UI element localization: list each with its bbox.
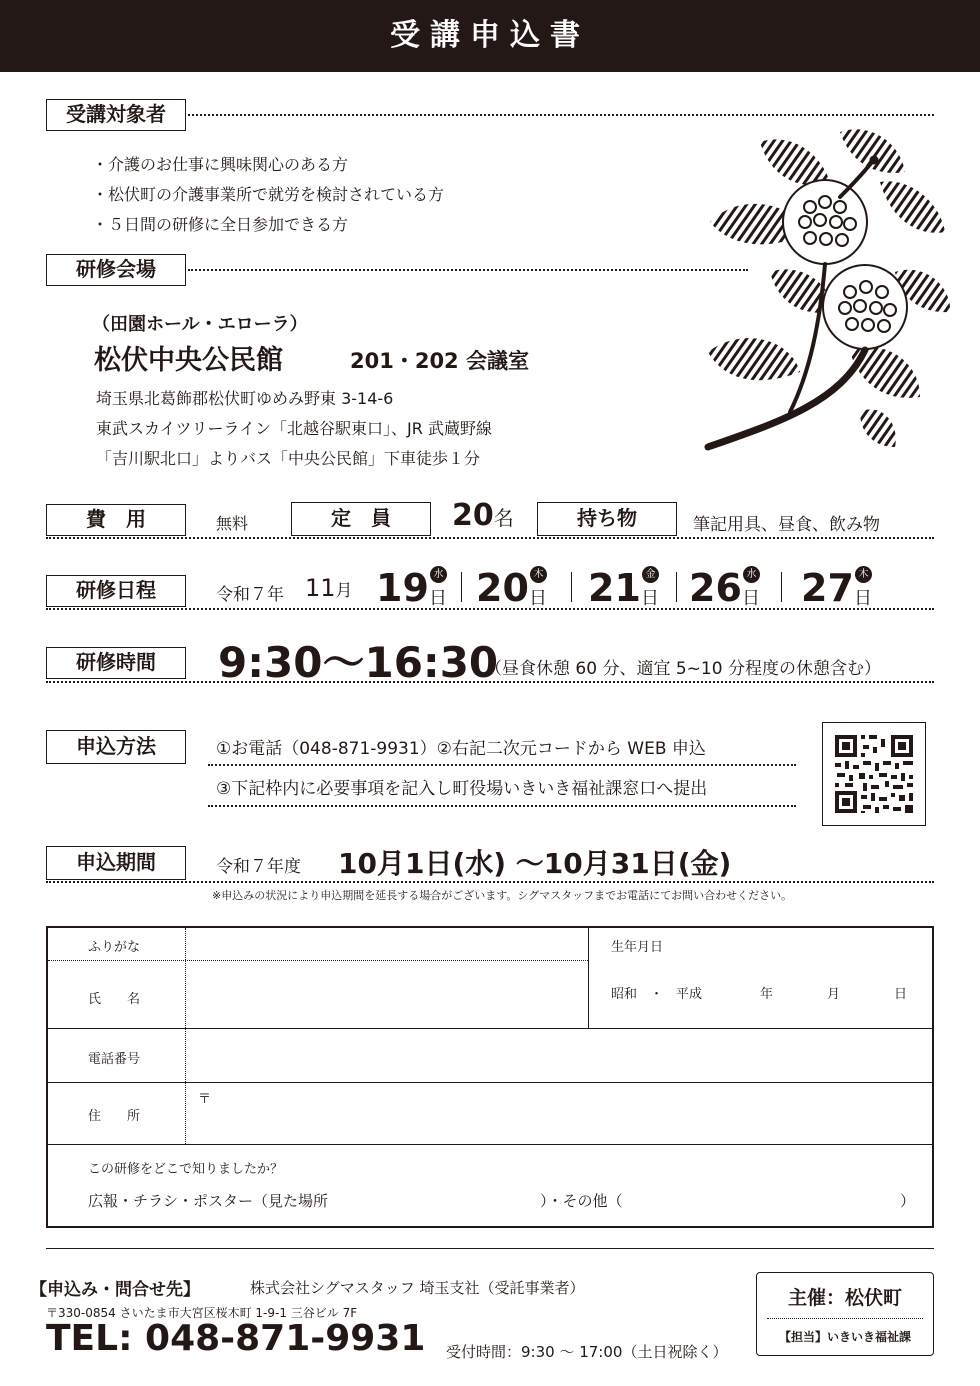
period-label: 申込期間 (46, 846, 186, 880)
postal-mark: 〒 (198, 1092, 212, 1107)
day-number: 19 (376, 566, 429, 610)
period-note: ※申込みの状況により申込期間を延長する場合がございます。シグマスタッフまでお電話にてお問い合わせください。 (212, 889, 793, 902)
target-list (92, 150, 444, 240)
day-unit: 日 (429, 588, 447, 609)
day-separator (571, 572, 572, 602)
month-number: 11 (305, 574, 336, 602)
time-label: 研修時間 (46, 647, 186, 679)
month-unit: 月 (335, 581, 353, 601)
form-row-divider (48, 1082, 933, 1083)
address-input[interactable] (190, 1086, 930, 1140)
phone-label: 電話番号 (88, 1052, 141, 1067)
flower-illustration (700, 122, 960, 462)
method-label: 申込方法 (46, 730, 186, 764)
day-number: 26 (689, 566, 742, 610)
fee-value: 無料 (216, 514, 249, 533)
contact-company: 株式会社シグマスタッフ 埼玉支社（受託事業者） (250, 1279, 585, 1297)
target-label: 受講対象者 (46, 99, 186, 131)
birth-column-divider (588, 928, 589, 1028)
target-item: ・５日間の研修に全日参加できる方 (92, 215, 349, 234)
fee-divider (46, 537, 934, 539)
phone-input[interactable] (190, 1032, 930, 1078)
organizer-divider (767, 1318, 923, 1319)
method-line: ①お電話（048-871-9931）②右記二次元コードから WEB 申込 (216, 739, 706, 759)
furigana-row-divider (48, 960, 588, 961)
method-divider (208, 764, 796, 766)
schedule-day (801, 566, 872, 610)
name-input[interactable] (190, 964, 580, 1024)
source-close: ） (900, 1192, 916, 1210)
capacity-unit: 名 (493, 506, 514, 530)
form-row-divider (48, 1144, 933, 1145)
method-divider (208, 805, 796, 807)
weekday-badge: 水 (743, 566, 760, 583)
contact-hours: 受付時間：9:30 ～ 17:00（土日祝除く） (446, 1343, 728, 1361)
schedule-label: 研修日程 (46, 575, 186, 607)
schedule-day (689, 566, 760, 610)
method-line: ③下記枠内に必要事項を記入し町役場いきいき福祉課窓口へ提出 (216, 779, 708, 799)
birth-year: 年 (760, 987, 774, 1002)
venue-room: 201・202 会議室 (350, 349, 529, 373)
venue-access: 「吉川駅北口」よりバス「中央公民館」下車徒歩１分 (96, 449, 481, 468)
flower-heads (783, 180, 907, 349)
footer-divider (46, 1248, 934, 1249)
weekday-badge: 木 (855, 566, 872, 583)
organizer-box (756, 1272, 934, 1356)
period-prefix: 令和７年度 (216, 857, 301, 877)
qr-code-box[interactable] (822, 722, 926, 826)
source-option-media: 広報・チラシ・ポスター（見た場所 (88, 1192, 329, 1210)
capacity-value (452, 498, 514, 533)
weekday-badge: 水 (430, 566, 447, 583)
organizer-dept: 【担当】いきいき福祉課 (778, 1330, 911, 1344)
schedule-prefix: 令和７年 (216, 585, 284, 605)
day-unit: 日 (854, 588, 872, 609)
capacity-number: 20 (452, 498, 494, 533)
venue-address: 埼玉県北葛飾郡松伏町ゆめみ野東 3-14-6 (96, 389, 394, 408)
source-question: この研修をどこで知りましたか？ (88, 1162, 284, 1177)
birth-month: 月 (827, 987, 841, 1002)
birth-era: 昭和 ・ 平成 (611, 987, 703, 1002)
day-separator (461, 572, 462, 602)
belongings-value: 筆記用具、昼食、飲み物 (693, 515, 880, 535)
furigana-input[interactable] (190, 930, 580, 958)
weekday-badge: 木 (530, 566, 547, 583)
contact-label: 【申込み・問合せ先】 (30, 1280, 200, 1300)
organizer-main: 主催：松伏町 (787, 1287, 902, 1309)
form-row-divider (48, 1028, 933, 1029)
page-title: 受講申込書 (0, 0, 980, 72)
qr-code-icon[interactable] (823, 723, 925, 825)
period-value: 10月1日(水) ～10月31日(金) (338, 847, 732, 880)
target-divider (188, 114, 934, 116)
day-number: 21 (588, 566, 641, 610)
day-unit: 日 (742, 588, 760, 609)
day-number: 20 (476, 566, 529, 610)
capacity-label: 定 員 (291, 502, 431, 536)
day-unit: 日 (641, 588, 659, 609)
furigana-label: ふりがな (88, 940, 141, 955)
venue-name: 松伏中央公民館 (94, 345, 283, 376)
schedule-day (476, 566, 547, 610)
venue-subname: （田園ホール・エローラ） (92, 314, 308, 335)
contact-tel[interactable]: TEL: 048-871-9931 (46, 1318, 426, 1359)
time-value: 9:30～16:30 (218, 638, 499, 687)
schedule-month (305, 574, 353, 602)
day-separator (781, 572, 782, 602)
venue-divider (188, 269, 748, 271)
day-unit: 日 (529, 588, 547, 609)
name-label: 氏 名 (88, 992, 141, 1007)
address-label: 住 所 (88, 1109, 141, 1124)
weekday-badge: 金 (642, 566, 659, 583)
birth-label: 生年月日 (611, 940, 664, 955)
contact-address: 〒330-0854 さいたま市大宮区桜木町 1-9-1 三谷ビル 7F (46, 1306, 358, 1320)
belongings-label: 持ち物 (537, 502, 677, 536)
birth-day: 日 (894, 987, 908, 1002)
day-separator (676, 572, 677, 602)
target-item: ・松伏町の介護事業所で就労を検討されている方 (92, 185, 445, 204)
target-item: ・介護のお仕事に興味関心のある方 (92, 155, 349, 174)
venue-label: 研修会場 (46, 254, 186, 286)
schedule-day (588, 566, 659, 610)
day-number: 27 (801, 566, 854, 610)
time-note: （昼食休憩 60 分、適宜 5~10 分程度の休憩含む） (485, 659, 881, 679)
fee-label: 費 用 (46, 504, 186, 536)
venue-access: 東武スカイツリーライン「北越谷駅東口」、JR 武蔵野線 (96, 419, 492, 438)
source-option-other: ）・その他（ (540, 1192, 623, 1210)
schedule-day (376, 566, 447, 610)
